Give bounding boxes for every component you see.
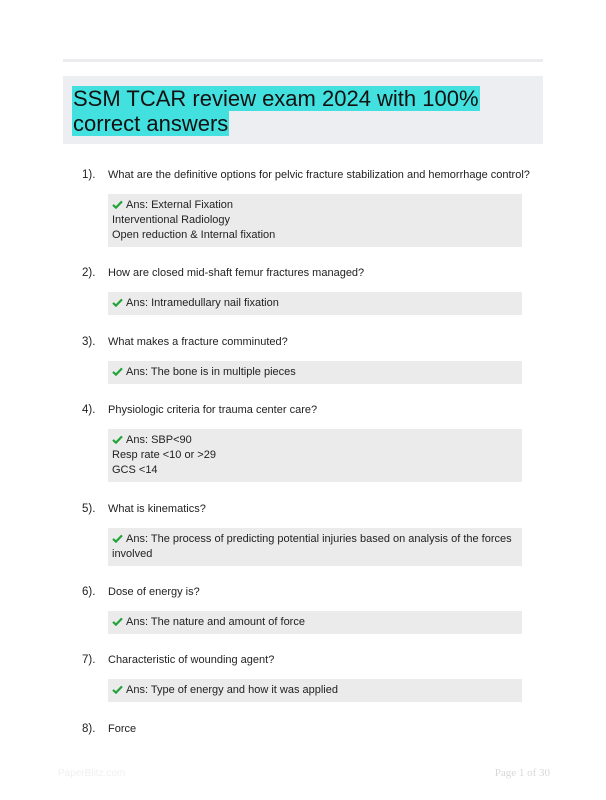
answer-box (108, 429, 522, 482)
answer-text: Open reduction & Internal fixation (112, 229, 276, 241)
answer-text: Ans: The process of predicting potential injuries based on analysis of the forces (126, 533, 512, 545)
answer-box (108, 679, 522, 702)
answer-text: Interventional Radiology (112, 214, 231, 226)
question-number: 7). (82, 654, 96, 666)
question-text: Characteristic of wounding agent? (108, 654, 275, 666)
answer-text: Resp rate <10 or >29 (112, 449, 216, 461)
question-number: 5). (82, 503, 96, 515)
page-number: Page 1 of 30 (494, 767, 550, 779)
check-icon (112, 298, 123, 307)
answer-text: Ans: External Fixation (126, 199, 233, 211)
check-icon (112, 200, 123, 209)
question-number: 6). (82, 586, 96, 598)
answer-text: Ans: Intramedullary nail fixation (126, 297, 279, 309)
question-text: What are the definitive options for pelvic fracture stabilization and hemorrhage control? (108, 169, 530, 181)
answer-box (108, 611, 522, 634)
question-text: How are closed mid-shaft femur fractures managed? (108, 267, 365, 279)
check-icon (112, 534, 123, 543)
document-title (72, 86, 538, 136)
answer-box (108, 194, 522, 247)
answer-text: Ans: SBP<90 (126, 434, 192, 446)
question-text: What makes a fracture comminuted? (108, 336, 288, 348)
check-icon (112, 367, 123, 376)
check-icon (112, 617, 123, 626)
answer-text: Ans: The nature and amount of force (126, 616, 305, 628)
question-number: 4). (82, 404, 96, 416)
top-divider (63, 59, 543, 62)
title-box (63, 76, 543, 144)
footer-site-watermark: PaperBlitz.com (58, 768, 126, 779)
question-number: 2). (82, 267, 96, 279)
answer-box (108, 528, 522, 566)
check-icon (112, 435, 123, 444)
question-text: Force (108, 723, 137, 735)
answer-text: Ans: Type of energy and how it was applied (126, 684, 338, 696)
answer-text: Ans: The bone is in multiple pieces (126, 366, 296, 378)
answer-text: involved (112, 548, 153, 560)
answer-box (108, 361, 522, 384)
title-highlight: SSM TCAR review exam 2024 with 100% correct answers (73, 86, 479, 136)
answer-text: GCS <14 (112, 464, 158, 476)
question-number: 3). (82, 336, 96, 348)
answer-box (108, 292, 522, 315)
question-number: 8). (82, 723, 96, 735)
question-text: What is kinematics? (108, 503, 206, 515)
question-text: Physiologic criteria for trauma center care? (108, 404, 318, 416)
question-number: 1). (82, 169, 96, 181)
check-icon (112, 685, 123, 694)
question-text: Dose of energy is? (108, 586, 200, 598)
